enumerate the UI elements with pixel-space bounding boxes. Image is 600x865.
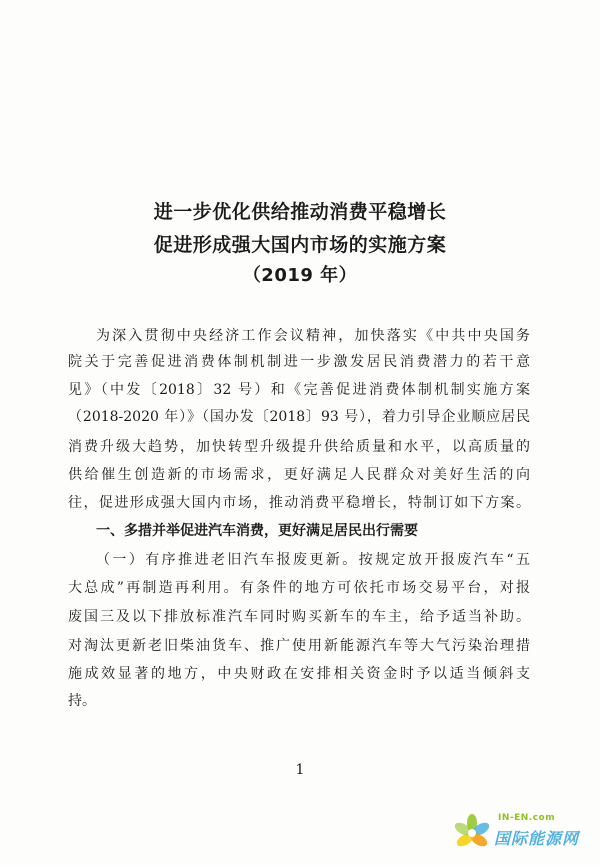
document-title-line-2: 促进形成强大国内市场的实施方案 xyxy=(153,234,447,256)
intro-line: 消费升级大趋势，加快转型升级提升供给质量和水平，以高质量的 xyxy=(68,439,530,455)
flower-logo-icon xyxy=(452,812,492,852)
watermark-domain: IN-EN.com xyxy=(498,813,556,823)
item-line: 大总成”再制造再利用。有条件的地方可依托市场交易平台，对报 xyxy=(68,580,530,596)
intro-line: 供给催生创造新的市场需求，更好满足人民群众对美好生活的向 xyxy=(68,467,530,483)
intro-line: 往，促进形成强大国内市场，推动消费平稳增长，特制订如下方案。 xyxy=(68,495,530,511)
item-line: 废国三及以下排放标准汽车同时购买新车的车主，给予适当补助。 xyxy=(68,609,530,625)
intro-line: 见》（中发〔2018〕32 号）和《完善促进消费体制机制实施方案 xyxy=(68,382,530,398)
item-line: 持。 xyxy=(68,693,96,709)
intro-line: 院关于完善促进消费体制机制进一步激发居民消费潜力的若干意 xyxy=(68,354,530,370)
item-line: （一）有序推进老旧汽车报废更新。按规定放开报废汽车“五 xyxy=(96,552,530,568)
section-heading: 一、多措并举促进汽车消费，更好满足居民出行需要 xyxy=(96,523,418,539)
item-line: 对淘汰更新老旧柴油货车、推广使用新能源汽车等大气污染治理措 xyxy=(68,638,530,654)
document-title-year: （2019 年） xyxy=(242,265,358,286)
item-line: 施成效显著的地方，中央财政在安排相关资金时予以适当倾斜支 xyxy=(68,666,530,682)
intro-line: 为深入贯彻中央经济工作会议精神，加快落实《中共中央国务 xyxy=(96,328,530,344)
watermark-name: 国际能源网 xyxy=(494,829,580,848)
page-number: 1 xyxy=(295,762,305,778)
intro-line: （2018-2020 年）》（国办发〔2018〕93 号），着力引导企业顺应居民 xyxy=(68,409,530,425)
in-en-watermark xyxy=(452,808,597,858)
document-title-line-1: 进一步优化供给推动消费平稳增长 xyxy=(153,201,447,223)
